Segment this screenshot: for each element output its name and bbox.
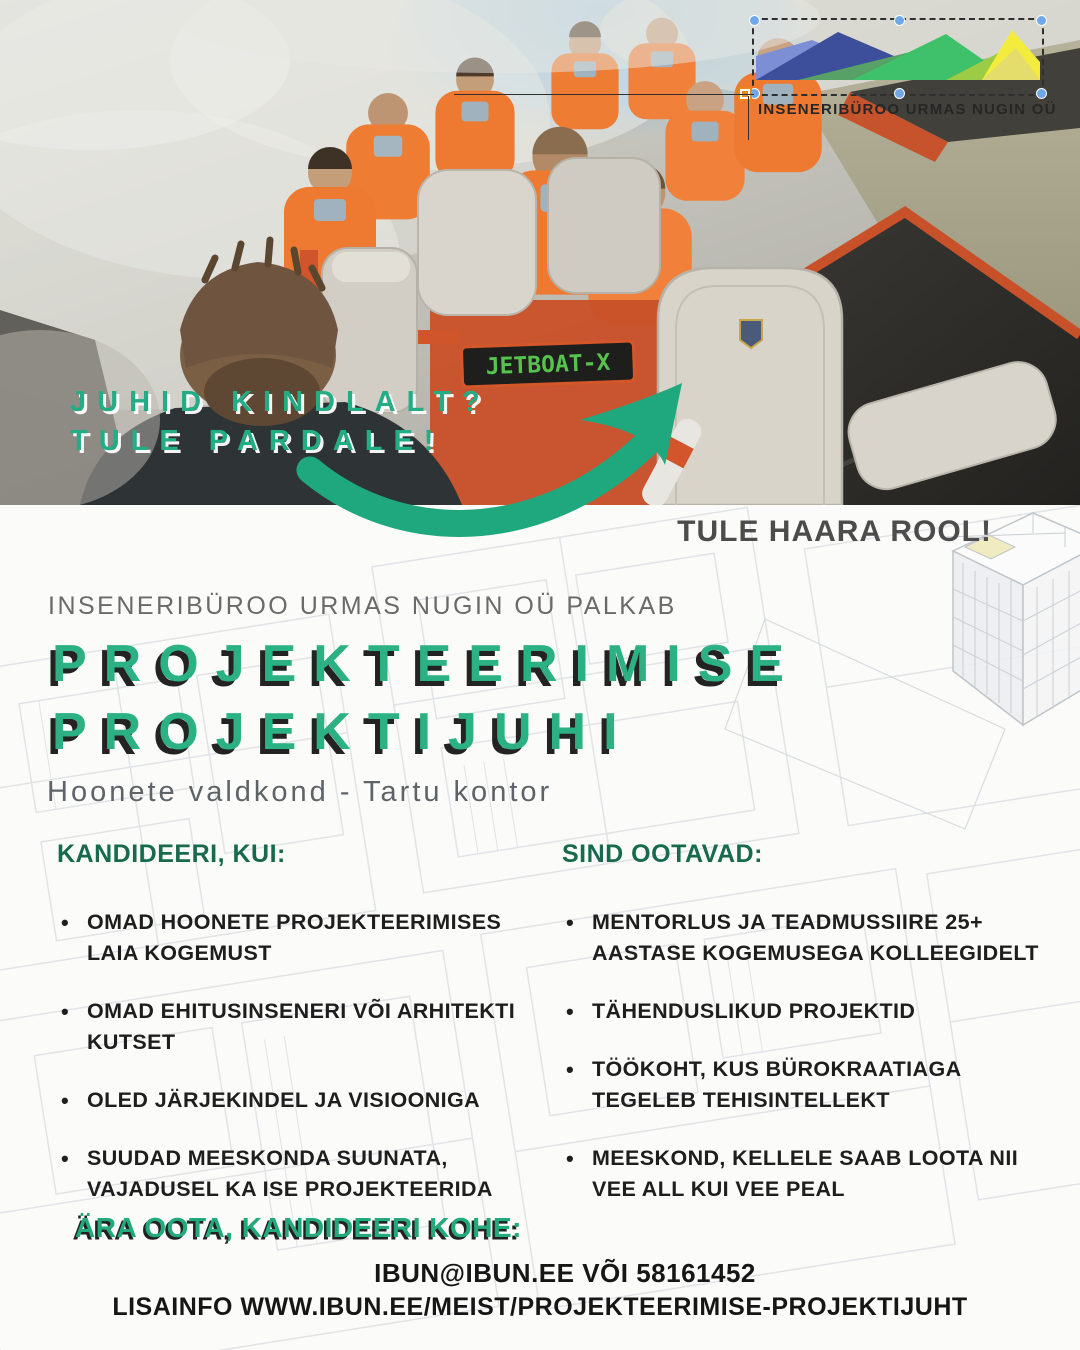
hiring-line: INSENERIBÜROO URMAS NUGIN OÜ PALKAB bbox=[48, 592, 677, 620]
list-item: • OMAD EHITUSINSENERI VÕI ARHITEKTI KUTSET bbox=[57, 996, 527, 1058]
list-item: • OMAD HOONETE PROJEKTEERIMISES LAIA KOGEMUST bbox=[57, 907, 527, 969]
more-info-line: LISAINFO WWW.IBUN.EE/MEIST/PROJEKTEERIMISE-PROJEKTIJUHT bbox=[112, 1293, 968, 1321]
selection-handle[interactable] bbox=[1036, 88, 1047, 99]
hook-line1: JUHID KINDLALT? bbox=[70, 386, 491, 418]
column-candidate bbox=[57, 840, 527, 1232]
guide-line bbox=[454, 94, 754, 95]
offer-list bbox=[562, 907, 1052, 1205]
column-offer-heading: SIND OOTAVAD: bbox=[562, 840, 763, 868]
list-item: • MENTORLUS JA TEADMUSSIIRE 25+ AASTASE KOGEMUSEGA KOLLEEGIDELT bbox=[562, 907, 1052, 969]
hook-line2: TULE PARDALE! bbox=[70, 425, 445, 457]
list-item: • TÄHENDUSLIKUD PROJEKTID bbox=[562, 996, 1052, 1027]
job-title-line1: PROJEKTEERIMISE bbox=[52, 635, 802, 693]
job-title-line2: PROJEKTIJUHI bbox=[52, 703, 635, 761]
job-title bbox=[52, 630, 801, 766]
mountain-logo bbox=[754, 20, 1042, 94]
selection-handle[interactable] bbox=[894, 88, 905, 99]
company-logo-block bbox=[752, 18, 1057, 118]
selection-handle[interactable] bbox=[749, 15, 760, 26]
list-item: • SUUDAD MEESKONDA SUUNATA, VAJADUSEL KA ISE PROJEKTEERIDA bbox=[57, 1143, 527, 1205]
company-name: INSENERIBÜROO URMAS NUGIN OÜ bbox=[758, 101, 1057, 118]
hero-photo bbox=[0, 0, 1080, 505]
list-item: • OLED JÄRJEKINDEL JA VISIOONIGA bbox=[57, 1085, 527, 1116]
guide-line bbox=[748, 96, 749, 140]
apply-now-cta: ÄRA OOTA, KANDIDEERI KOHE: bbox=[75, 1212, 522, 1243]
job-subtitle: Hoonete valdkond - Tartu kontor bbox=[47, 776, 553, 808]
cta-take-wheel: TULE HAARA ROOL! bbox=[677, 515, 992, 548]
column-candidate-heading: KANDIDEERI, KUI: bbox=[57, 840, 286, 868]
svg-text:JETBOAT-X: JETBOAT-X bbox=[485, 349, 611, 381]
jetboat-sign bbox=[461, 341, 634, 387]
list-item: • TÖÖKOHT, KUS BÜROKRAATIAGA TEGELEB TEHISINTELLEKT bbox=[562, 1054, 1052, 1116]
selection-handle[interactable] bbox=[894, 15, 905, 26]
column-offer bbox=[562, 840, 1052, 1232]
candidate-requirements-list bbox=[57, 907, 527, 1205]
selection-handle[interactable] bbox=[1036, 15, 1047, 26]
hook-headline bbox=[70, 383, 491, 461]
logo-selection-frame[interactable] bbox=[752, 18, 1044, 96]
list-item: • MEESKOND, KELLELE SAAB LOOTA NII VEE ALL KUI VEE PEAL bbox=[562, 1143, 1052, 1205]
contact-line: IBUN@IBUN.EE VÕI 58161452 bbox=[374, 1258, 756, 1288]
